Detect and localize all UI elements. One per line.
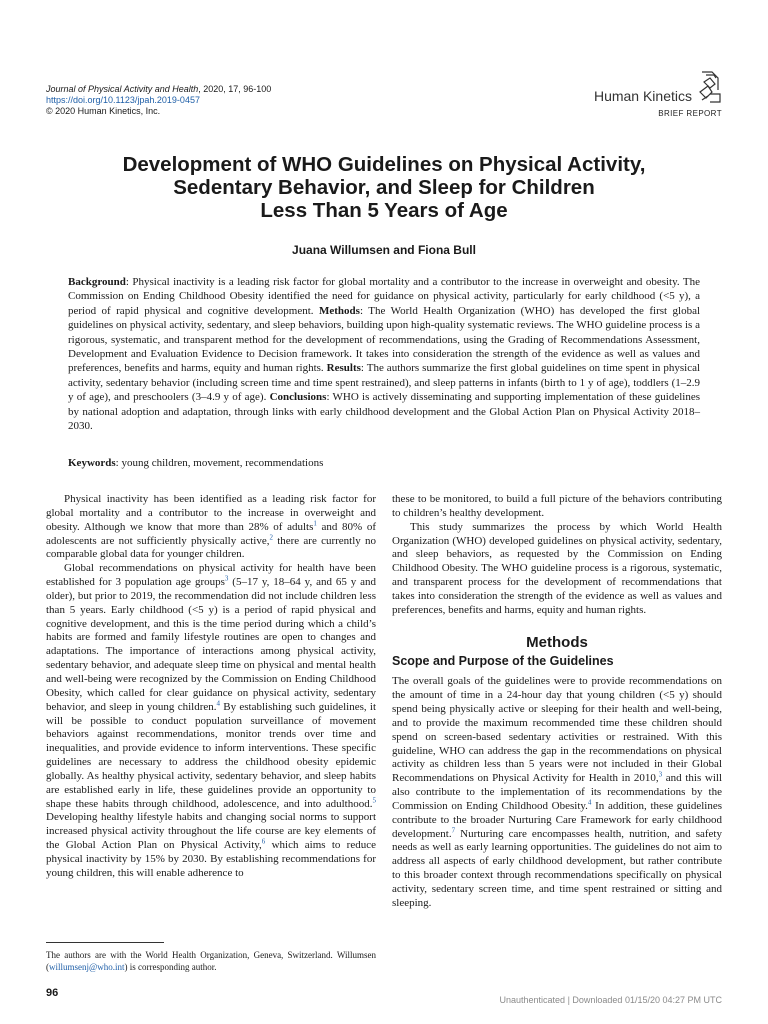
corresponding-email-link[interactable]: willumsenj@who.int	[49, 961, 125, 972]
abstract-conclusions-text: : WHO is actively disseminating and supporting implementation of these guidelines by national adoption and adaptation, through links with early childhood development and the Global Action Plan on Physical Activity 2018–2030.	[68, 391, 701, 433]
page-number: 96	[46, 987, 59, 999]
body-paragraph	[46, 562, 376, 880]
title-line: Sedentary Behavior, and Sleep for Children	[173, 176, 595, 199]
citation-ref[interactable]: 3	[224, 574, 229, 583]
abstract-background-text: : Physical inactivity is a leading risk factor for global mortality and a contributor to the increase in overweight and obesity. The Commission on Ending Childhood Obesity identified the need for guidance on physical activity, particularly for early childhood (<5 y), a period of rapid physical and cognitive development.	[68, 276, 700, 317]
body-text: By establishing such guidelines, it will be possible to conduct population surveillance of movement behaviors against recommendations, monitor trends over time and inequalities, and provide evidence to inform interventions. These specific guidelines are necessary to address the childhood obesity epidemic globally. As healthy physical activity, sedentary behavior, and sleep habits are established early in life, these guidelines provide an opportunity to shape these habits through childhood, adolescence, and into adulthood.	[46, 700, 376, 810]
body-text: Developing healthy lifestyle habits and changing social norms to support increased physical activity throughout the life course are key elements of the Global Action Plan on Physical Activity,	[46, 811, 376, 852]
publisher-block	[542, 70, 722, 118]
citation-ref[interactable]: 6	[261, 837, 266, 846]
abstract	[68, 275, 700, 433]
citation-ref[interactable]: 7	[451, 825, 456, 834]
body-text: there are currently no comparable global data for younger children.	[46, 534, 377, 561]
body-text: (5–17 y, 18–64 y, and 65 y and older), but prior to 2019, the recommendation did not include children less than 5 years. Early childhood (<5 y) is a period of rapid physical and cognitive development, and this is the time period during which a child’s habits are formed and family lifestyle routines are open to changes and adaptations. The importance of interactions among physical activity, sedentary behavior, and adequate sleep time on physical and mental health and well-being were recognized by the Commission on Ending Childhood Obesity, which called for clear guidance on physical activity, sedentary behavior, and sleep in young children.	[46, 576, 377, 713]
body-paragraph	[392, 675, 722, 910]
body-text: and 80% of adolescents are not sufficiently physically active,	[46, 520, 376, 547]
author-footnote	[46, 950, 376, 973]
author-list: Juana Willumsen and Fiona Bull	[292, 243, 476, 257]
publisher-name: Human Kinetics	[593, 88, 692, 104]
abstract-results-text: : The authors summarize the first global guidelines on time spent in physical activity, sedentary behavior (including screen time and time spent restrained), and sleep patterns in infants (birth to 1 y of age), toddlers (1–2.9 y of age), and preschoolers (3–4.9 y of age).	[68, 362, 701, 404]
body-paragraph	[46, 493, 376, 562]
section-heading-methods: Methods	[526, 633, 588, 651]
title-line: Development of WHO Guidelines on Physical Activity,	[122, 153, 646, 176]
journal-details: , 2020, 17, 96-100	[198, 84, 272, 94]
journal-header	[46, 84, 271, 117]
citation-ref[interactable]: 2	[269, 532, 273, 541]
body-text: The overall goals of the guidelines were to provide recommendations on the amount of time in a 24-hour day that young children (<5 y) should spend being physically active or sleeping for their health and well-being, and to provide the maximum recommended time these children should spend on screen-based sedentary activities or restrained. With this guideline, WHO can address the gap in the recommendations on physical activity as children less than 5 years were not included in their Global Recommendations on Physical Activity for Health in 2010,	[392, 675, 722, 785]
body-text: Nurturing care encompasses health, nutrition, and safety needs as well as early learning opportunities. The guidelines do not aim to address all aspects of early childhood development, but rather contribute to this broader context through recommendations specifically on physical activity, sedentary screen time, and time spent restrained or sitting and sleeping.	[392, 827, 722, 909]
abstract-methods-text: : The World Health Organization (WHO) has developed the first global guidelines on physical activity, sedentary, and sleep behaviors, building upon high-quality systematic reviews. The WHO guideline process is a rigorous, systematic, and transparent method for the development of recommendations, using the Grading of Recommendations Assessment, Development and Evaluation Evidence to Decision framework. It takes into consideration the strength of the evidence as well as values and preferences, benefits and harms, equity and human rights.	[68, 304, 701, 375]
keywords-label: Keywords	[68, 457, 116, 469]
abstract-results-label: Results	[326, 362, 361, 375]
copyright: © 2020 Human Kinetics, Inc.	[46, 106, 161, 116]
body-text: Physical inactivity has been identified as a leading risk factor for global mortality and a contributor to the increase in overweight and obesity. Although we know that more than 28% of adults	[46, 493, 376, 533]
body-text: and this will also contribute to the implementation of its recommendations by the Commission on Ending Childhood Obesity.	[392, 772, 722, 812]
citation-ref[interactable]: 4	[216, 699, 220, 707]
body-text: Global recommendations on physical activity for health have been established for 3 population age groups	[46, 562, 376, 589]
subsection-heading-scope: Scope and Purpose of the Guidelines	[392, 654, 614, 669]
publisher-logo	[542, 70, 722, 104]
body-text: In addition, these guidelines contribute to the broader Nurturing Care Framework for early childhood development.	[392, 799, 723, 840]
abstract-background-label: Background	[68, 276, 126, 288]
body-paragraph: This study summarizes the process by which World Health Organization (WHO) developed guidelines on physical activity, sedentary, and sleep behaviors, as requested by the Commission on Ending Childhood Obesity. The WHO guideline process is a rigorous, systematic, and transparent process for the development of recommendations that takes into consideration the strength of the evidence as well as values and preferences, benefits and harms, equity and human rights.	[392, 520, 722, 616]
body-column-left	[46, 493, 376, 881]
citation-ref[interactable]: 3	[658, 770, 663, 779]
abstract-methods-label: Methods	[319, 304, 360, 317]
journal-citation	[46, 84, 271, 95]
human-kinetics-logo-icon	[698, 70, 722, 104]
body-text: which aims to reduce physical inactivity by 15% by 2030. By establishing recommendations for young children, this will enable adherence to	[46, 839, 376, 879]
keywords	[68, 457, 700, 469]
body-paragraph: these to be monitored, to build a full picture of the behaviors contributing to children’s healthy development.	[392, 493, 722, 519]
doi-link[interactable]: https://doi.org/10.1123/jpah.2019-0457	[46, 95, 200, 105]
citation-ref[interactable]: 5	[372, 795, 376, 804]
abstract-conclusions-label: Conclusions	[269, 391, 327, 404]
footnote-text: The authors are with the World Health Organization, Geneva, Switzerland. Willumsen (	[46, 950, 376, 972]
citation-ref[interactable]: 4	[587, 798, 592, 807]
footnote-text: ) is corresponding author.	[124, 961, 217, 972]
footnote-divider	[46, 942, 164, 943]
article-title	[70, 153, 698, 222]
citation-ref[interactable]: 1	[313, 519, 317, 528]
journal-name: Journal of Physical Activity and Health	[46, 84, 199, 94]
title-line: Less Than 5 Years of Age	[260, 199, 508, 222]
download-notice: Unauthenticated | Downloaded 01/15/20 04:27 PM UTC	[499, 995, 722, 1005]
body-column-right	[392, 493, 722, 911]
keywords-text: : young children, movement, recommendations	[115, 457, 324, 469]
report-type: BRIEF REPORT	[658, 109, 722, 118]
